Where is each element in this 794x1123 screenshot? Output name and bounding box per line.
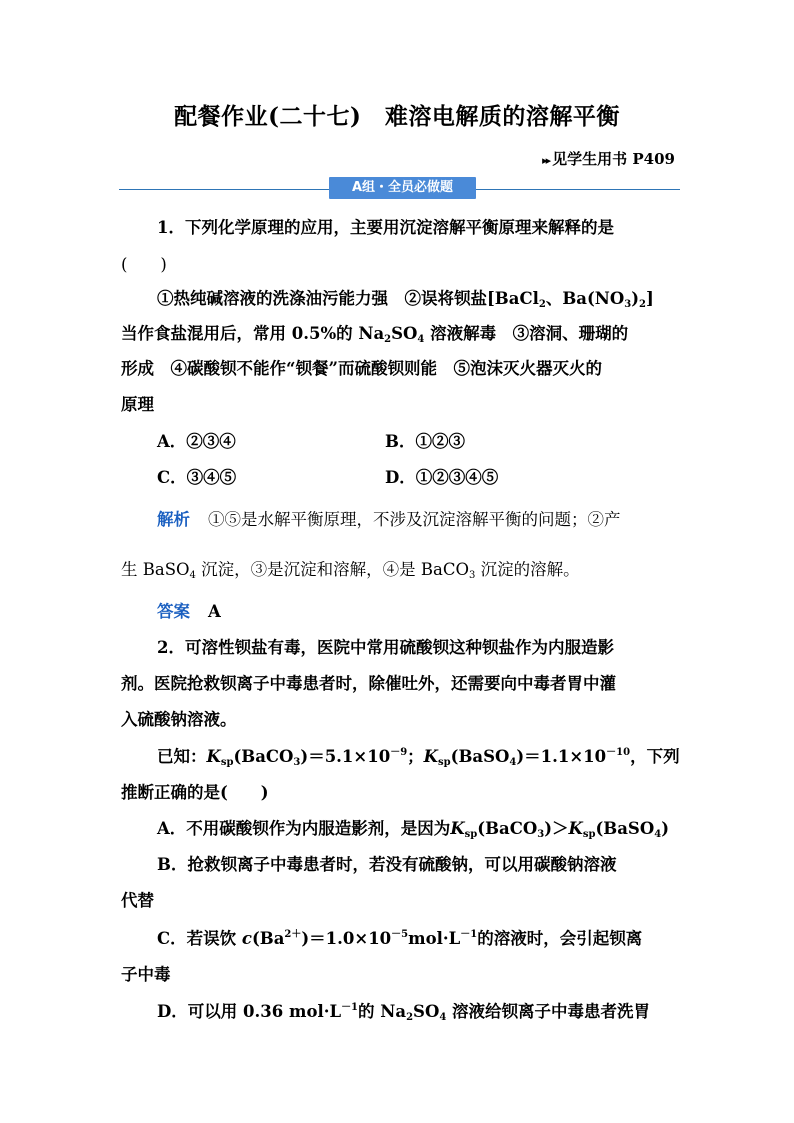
q1-option-a: A．②③④ (157, 432, 236, 451)
page-title: 配餐作业(二十七) 难溶电解质的溶解平衡 (174, 103, 620, 130)
q1-option-c: C．③④⑤ (157, 468, 237, 487)
q2-stem-line5: 推断正确的是( ) (121, 783, 269, 802)
q1-items-line3: 形成 ④碳酸钡不能作“钡餐”而硫酸钡则能 ⑤泡沫灭火器灭火的 (121, 359, 602, 378)
q2-given: 已知：$K_{sp}(BaCO_3)=5.1\times 10^{-9}$；$K_{sp}(BaSO_4)=1.1\times 10^{-10}$，下列 (157, 747, 680, 768)
q1-stem-line2: ( ) (121, 255, 167, 274)
q1-stem-line1: 1．下列化学原理的应用，主要用沉淀溶解平衡原理来解释的是 (157, 218, 614, 237)
analysis-label: 解析 (157, 510, 190, 529)
q2-option-a: A．不用碳酸钡作为内服造影剂，是因为$K_{sp}(BaCO_3)>K_{sp}(BaSO_4)$ (157, 819, 669, 840)
group-badge: A组・全员必做题 (329, 177, 476, 199)
q1-option-d: D．①②③④⑤ (385, 468, 499, 487)
q1-option-b: B．①②③ (385, 432, 465, 451)
answer-value: A (208, 602, 221, 621)
answer-label: 答案 (157, 602, 190, 621)
q1-items-line1: ①热纯碱溶液的洗涤油污能力强 ②误将钡盐[BaCl$_2$、$Ba(NO_3)_2$] (157, 289, 654, 310)
double-arrow-icon: ▸▸ (542, 154, 550, 167)
q1-analysis-line1: 解析 ①⑤是水解平衡原理，不涉及沉淀溶解平衡的问题；②产 (157, 510, 621, 529)
reference-text: 见学生用书 P409 (552, 150, 675, 168)
q1-analysis-line2: 生 BaSO$_4$ 沉淀，③是沉淀和溶解，④是 BaCO$_3$ 沉淀的溶解。 (121, 560, 580, 581)
q2-option-d: D．可以用 0.36 $mol\cdot L^{-1}$的 $Na_2SO_4$ 溶液给钡离子中毒患者洗胃 (157, 1002, 651, 1023)
book-reference (542, 148, 675, 169)
q1-answer (157, 598, 221, 622)
q2-stem-line2: 剂。医院抢救钡离子中毒患者时，除催吐外，还需要向中毒者胃中灌 (121, 674, 616, 693)
q2-option-c-line1: C．若误饮 $c(Ba^{2+})=1.0\times 10^{-5}mol\cdot L^{-1}$的溶液时，会引起钡离 (157, 929, 643, 948)
q2-option-c-line2: 子中毒 (121, 965, 171, 984)
q1-items-line2: 当作食盐混用后，常用 0.5%的 $Na_2SO_4$ 溶液解毒 ③溶洞、珊瑚的 (121, 324, 629, 345)
q2-option-b-line1: B．抢救钡离子中毒患者时，若没有硫酸钠，可以用碳酸钠溶液 (157, 855, 617, 874)
q2-option-b-line2: 代替 (121, 891, 154, 910)
q1-items-line4: 原理 (121, 395, 154, 414)
q2-stem-line3: 入硫酸钠溶液。 (121, 710, 237, 729)
q2-stem-line1: 2．可溶性钡盐有毒，医院中常用硫酸钡这种钡盐作为内服造影 (157, 638, 614, 657)
